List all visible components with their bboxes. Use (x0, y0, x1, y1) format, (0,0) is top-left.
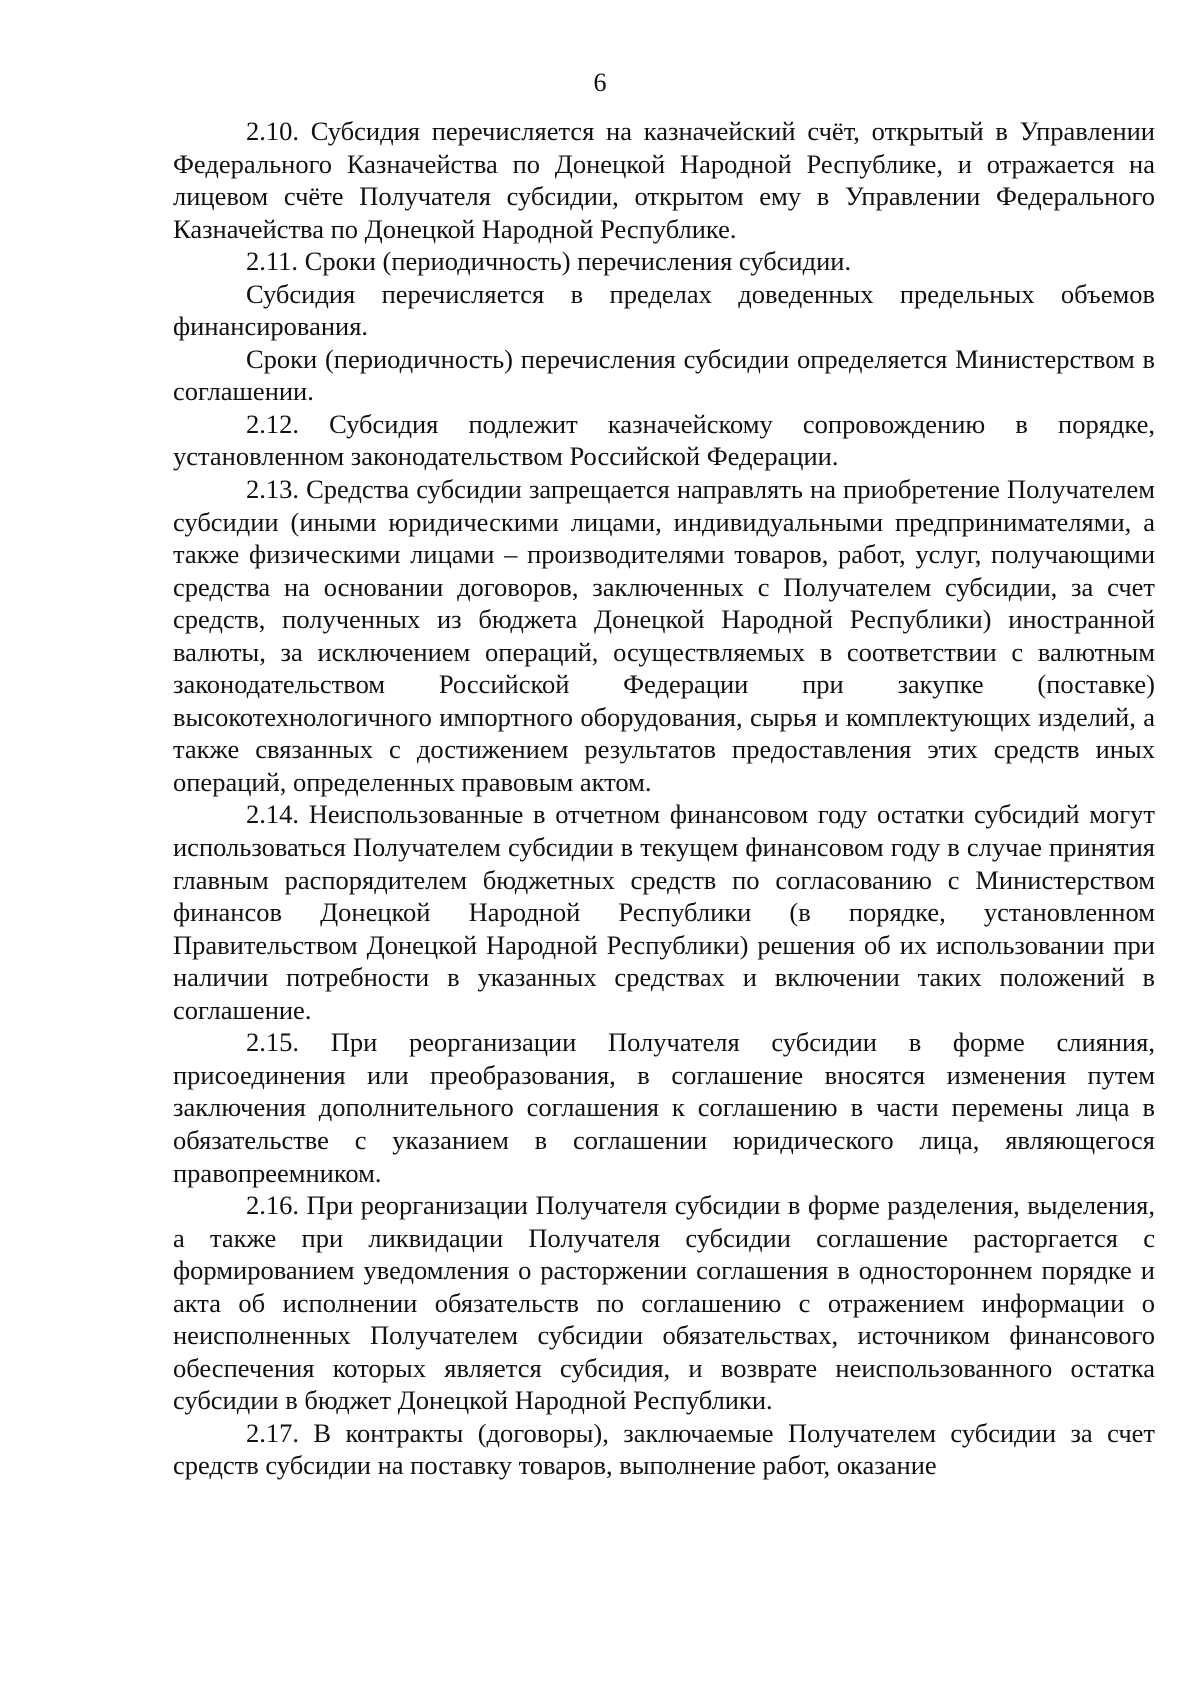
paragraph-2-11-limits: Субсидия перечисляется в пределах доведенных предельных объемов финансирования. (173, 278, 1155, 342)
document-body (173, 115, 1155, 1482)
page-number: 6 (593, 68, 607, 97)
paragraph-2-10: 2.10. Субсидия перечисляется на казначейский счёт, открытый в Управлении Федерального Казначейства по Донецкой Народной Республике, и отражается на лицевом счёте Получателя субсидии, открытом ему в Управлении Федерального Казначейства по Донецкой Народной Республике. (173, 116, 1155, 244)
paragraph-2-14: 2.14. Неиспользованные в отчетном финансовом году остатки субсидий могут использоваться Получателем субсидии в текущем финансовом году в случае принятия главным распорядителем бюджетных средств по согласованию с Министерством финансов Донецкой Народной Республики (в порядке, установленном Правительством Донецкой Народной Республики) решения об их использовании при наличии потребности в указанных средствах и включении таких положений в соглашение. (173, 799, 1155, 1025)
paragraph-2-12: 2.12. Субсидия подлежит казначейскому сопровождению в порядке, установленном законодательством Российской Федерации. (173, 408, 1155, 472)
paragraph-2-15: 2.15. При реорганизации Получателя субсидии в форме слияния, присоединения или преобразования, в соглашение вносятся изменения путем заключения дополнительного соглашения к соглашению в части перемены лица в обязательстве с указанием в соглашении юридического лица, являющегося правопреемником. (173, 1027, 1155, 1188)
paragraph-2-11-schedule: Сроки (периодичность) перечисления субсидии определяется Министерством в соглашении. (173, 343, 1155, 407)
paragraph-2-17: 2.17. В контракты (договоры), заключаемые Получателем субсидии за счет средств субсидии на поставку товаров, выполнение работ, оказание (173, 1417, 1155, 1481)
paragraph-2-11: 2.11. Сроки (периодичность) перечисления субсидии. (246, 246, 852, 277)
paragraph-2-13: 2.13. Средства субсидии запрещается направлять на приобретение Получателем субсидии (иными юридическими лицами, индивидуальными предпринимателями, а также физическими лицами – производителями товаров, работ, услуг, получающими средства на основании договоров, заключенных с Получателем субсидии, за счет средств, полученных из бюджета Донецкой Народной Республики) иностранной валюты, за исключением операций, осуществляемых в соответствии с валютным законодательством Российской Федерации при закупке (поставке) высокотехнологичного импортного оборудования, сырья и комплектующих изделий, а также связанных с достижением результатов предоставления этих средств иных операций, определенных правовым актом. (173, 474, 1155, 797)
paragraph-2-16: 2.16. При реорганизации Получателя субсидии в форме разделения, выделения, а также при ликвидации Получателя субсидии соглашение расторгается с формированием уведомления о расторжении соглашения в одностороннем порядке и акта об исполнении обязательств по соглашению с отражением информации о неисполненных Получателем субсидии обязательствах, источником финансового обеспечения которых является субсидия, и возврате неиспользованного остатка субсидии в бюджет Донецкой Народной Республики. (173, 1190, 1155, 1416)
